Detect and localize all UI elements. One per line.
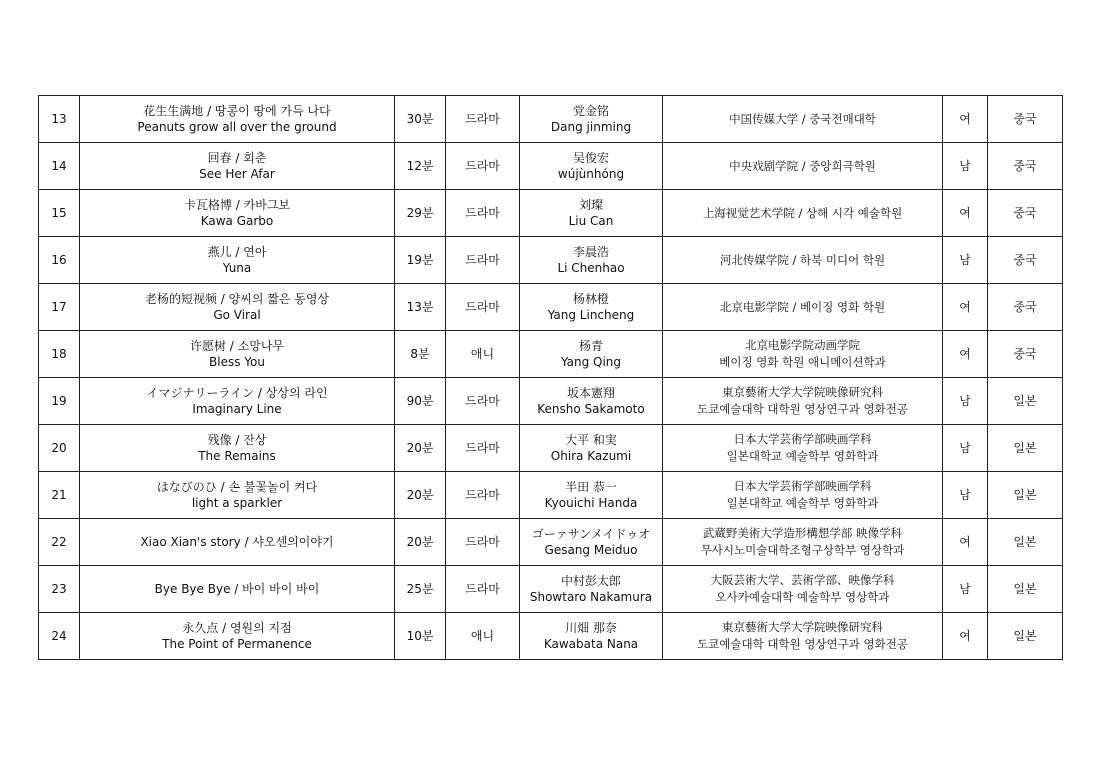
country-cell (988, 425, 1063, 472)
title-cell (80, 378, 395, 425)
school-cell-school-line1: 日本大学芸術学部映画学科 (733, 479, 872, 493)
row-number-cell-no: 13 (51, 112, 67, 126)
country-cell (988, 613, 1063, 660)
school-cell (663, 237, 943, 284)
duration-cell (395, 143, 446, 190)
row-number-cell-no: 18 (51, 347, 67, 361)
director-cell-director-roman: Ohira Kazumi (550, 449, 632, 463)
duration-cell-duration: 90분 (406, 394, 434, 408)
row-number-cell-no: 16 (51, 253, 67, 267)
director-cell-director-roman: wújùnhóng (557, 167, 625, 181)
row-number-cell-no: 15 (51, 206, 67, 220)
director-cell (520, 331, 663, 378)
genre-cell-genre: 드라마 (465, 488, 500, 502)
title-cell-title-line1: 许愿树 / 소망나무 (189, 339, 285, 353)
director-cell-director-native: 刘璨 (578, 198, 603, 212)
title-cell (80, 237, 395, 284)
gender-cell (943, 472, 988, 519)
gender-cell (943, 143, 988, 190)
title-cell (80, 284, 395, 331)
country-cell (988, 143, 1063, 190)
director-cell-director-roman: Li Chenhao (557, 261, 625, 275)
title-cell (80, 143, 395, 190)
row-number-cell-no: 20 (51, 441, 67, 455)
director-cell-director-native: 坂本憲翔 (566, 386, 615, 400)
school-cell-school-line2: 도쿄예술대학 대학원 영상연구과 영화전공 (697, 402, 908, 416)
gender-cell-gender: 여 (959, 535, 971, 549)
table-row (39, 331, 1063, 378)
duration-cell (395, 519, 446, 566)
gender-cell-gender: 여 (959, 347, 971, 361)
school-cell (663, 284, 943, 331)
country-cell (988, 472, 1063, 519)
director-cell-director-native: 党金铭 (572, 104, 609, 118)
school-cell (663, 190, 943, 237)
genre-cell-genre: 드라마 (465, 535, 500, 549)
title-cell-title-line2: Go Viral (213, 308, 261, 322)
gender-cell (943, 425, 988, 472)
gender-cell-gender: 여 (959, 300, 971, 314)
title-cell-title-line2: light a sparkler (191, 496, 283, 510)
school-cell-school-line2: 일본대학교 예술학부 영화학과 (726, 496, 879, 510)
duration-cell-duration: 10분 (406, 629, 434, 643)
school-cell (663, 613, 943, 660)
director-cell-director-roman: Gesang Meiduo (544, 543, 638, 557)
row-number-cell-no: 22 (51, 535, 67, 549)
director-cell (520, 378, 663, 425)
director-cell-director-roman: Kawabata Nana (543, 637, 639, 651)
country-cell-country: 중국 (1013, 206, 1037, 220)
school-cell (663, 519, 943, 566)
genre-cell-genre: 애니 (470, 629, 495, 643)
duration-cell (395, 566, 446, 613)
table-row (39, 378, 1063, 425)
row-number-cell (39, 143, 80, 190)
genre-cell (446, 378, 520, 425)
row-number-cell (39, 566, 80, 613)
title-cell-title-line2: Imaginary Line (192, 402, 282, 416)
row-number-cell-no: 23 (51, 582, 67, 596)
duration-cell-duration: 20분 (406, 488, 434, 502)
gender-cell-gender: 남 (959, 441, 971, 455)
row-number-cell (39, 378, 80, 425)
country-cell-country: 일본 (1013, 582, 1037, 596)
duration-cell (395, 425, 446, 472)
school-cell-school-line1: 日本大学芸術学部映画学科 (733, 432, 872, 446)
gender-cell-gender: 남 (959, 394, 971, 408)
genre-cell-genre: 드라마 (465, 253, 500, 267)
school-cell (663, 566, 943, 613)
title-cell-title-line1: 老杨的短视频 / 양씨의 짧은 동영상 (144, 292, 330, 306)
school-cell (663, 96, 943, 143)
title-cell-title-line2: Peanuts grow all over the ground (137, 120, 337, 134)
school-cell-school-line1: 上海视觉艺术学院 / 상해 시각 예술학원 (702, 205, 903, 220)
country-cell (988, 566, 1063, 613)
country-cell (988, 237, 1063, 284)
genre-cell (446, 519, 520, 566)
title-cell (80, 566, 395, 613)
gender-cell-gender: 남 (959, 159, 971, 173)
gender-cell (943, 566, 988, 613)
director-cell-director-native: 杨林橙 (572, 292, 609, 306)
row-number-cell (39, 284, 80, 331)
duration-cell-duration: 20분 (406, 535, 434, 549)
title-cell (80, 96, 395, 143)
gender-cell-gender: 여 (959, 629, 971, 643)
school-cell-school-line1: 北京电影学院 / 베이징 영화 학원 (719, 299, 886, 314)
director-cell (520, 237, 663, 284)
row-number-cell (39, 237, 80, 284)
duration-cell-duration: 19분 (406, 253, 434, 267)
row-number-cell (39, 519, 80, 566)
gender-cell-gender: 남 (959, 253, 971, 267)
school-cell-school-line2: 베이징 영화 학원 애니메이션학과 (719, 355, 886, 369)
genre-cell-genre: 드라마 (465, 112, 500, 126)
duration-cell (395, 284, 446, 331)
gender-cell (943, 237, 988, 284)
school-cell-school-line1: 東京藝術大学大学院映像研究科 (722, 620, 883, 634)
row-number-cell-no: 17 (51, 300, 67, 314)
genre-cell (446, 472, 520, 519)
title-cell-title-line1: 燕儿 / 연아 (207, 245, 267, 259)
director-cell-director-roman: Kyouichi Handa (544, 496, 638, 510)
gender-cell (943, 519, 988, 566)
title-cell-title-line1: Xiao Xian's story / 샤오센의이야기 (140, 535, 334, 549)
director-cell-director-native: 半田 恭一 (565, 480, 617, 494)
row-number-cell (39, 472, 80, 519)
gender-cell (943, 378, 988, 425)
school-cell-school-line2: 무사시노미술대학조형구상학부 영상학과 (700, 543, 905, 557)
director-cell (520, 519, 663, 566)
duration-cell (395, 237, 446, 284)
genre-cell-genre: 드라마 (465, 582, 500, 596)
director-cell (520, 190, 663, 237)
school-cell-school-line1: 中国传媒大学 / 중국전매대학 (729, 111, 876, 126)
country-cell (988, 96, 1063, 143)
gender-cell (943, 331, 988, 378)
genre-cell (446, 566, 520, 613)
title-cell-title-line2: Bless You (209, 355, 265, 369)
school-cell (663, 425, 943, 472)
film-list-table (38, 95, 1063, 660)
row-number-cell-no: 19 (51, 394, 67, 408)
country-cell-country: 중국 (1013, 253, 1037, 267)
school-cell-school-line1: 大阪芸術大学、芸術学部、映像学科 (710, 573, 895, 587)
country-cell-country: 일본 (1013, 394, 1037, 408)
school-cell-school-line2: 도쿄예술대학 대학원 영상연구과 영화전공 (697, 637, 908, 651)
genre-cell (446, 237, 520, 284)
country-cell-country: 중국 (1013, 112, 1037, 126)
country-cell (988, 519, 1063, 566)
duration-cell-duration: 12분 (406, 159, 434, 173)
title-cell (80, 472, 395, 519)
table-row (39, 613, 1063, 660)
country-cell-country: 일본 (1013, 441, 1037, 455)
row-number-cell-no: 24 (51, 629, 67, 643)
country-cell-country: 일본 (1013, 629, 1037, 643)
school-cell (663, 378, 943, 425)
title-cell-title-line1: Bye Bye Bye / 바이 바이 바이 (154, 582, 320, 596)
director-cell-director-native: 李晨浩 (572, 245, 609, 259)
genre-cell-genre: 드라마 (465, 300, 500, 314)
duration-cell (395, 472, 446, 519)
director-cell (520, 472, 663, 519)
row-number-cell (39, 331, 80, 378)
duration-cell-duration: 29분 (406, 206, 434, 220)
genre-cell (446, 284, 520, 331)
director-cell (520, 425, 663, 472)
title-cell-title-line1: 永久点 / 영원의 지점 (182, 621, 292, 635)
gender-cell (943, 613, 988, 660)
director-cell (520, 96, 663, 143)
school-cell-school-line1: 中央戏剧学院 / 중앙희극학원 (729, 158, 876, 173)
duration-cell-duration: 8분 (410, 347, 430, 361)
country-cell-country: 일본 (1013, 488, 1037, 502)
school-cell-school-line1: 河北传媒学院 / 하북 미디어 학원 (719, 252, 886, 267)
table-row (39, 472, 1063, 519)
school-cell-school-line1: 武蔵野美術大学造形構想学部 映像学科 (702, 526, 903, 540)
title-cell-title-line2: The Remains (198, 449, 276, 463)
duration-cell-duration: 20분 (406, 441, 434, 455)
genre-cell-genre: 드라마 (465, 159, 500, 173)
genre-cell (446, 96, 520, 143)
title-cell (80, 613, 395, 660)
director-cell (520, 143, 663, 190)
row-number-cell (39, 96, 80, 143)
country-cell-country: 중국 (1013, 300, 1037, 314)
table-row (39, 519, 1063, 566)
director-cell-director-roman: Yang Qing (560, 355, 622, 369)
director-cell (520, 284, 663, 331)
school-cell-school-line2: 일본대학교 예술학부 영화학과 (726, 449, 879, 463)
school-cell (663, 331, 943, 378)
gender-cell-gender: 여 (959, 206, 971, 220)
title-cell (80, 190, 395, 237)
title-cell-title-line1: はなびのひ / 손 불꽃놀이 켜다 (156, 480, 318, 494)
country-cell-country: 일본 (1013, 535, 1037, 549)
title-cell-title-line2: The Point of Permanence (162, 637, 312, 651)
school-cell (663, 472, 943, 519)
title-cell (80, 519, 395, 566)
director-cell-director-native: 大平 和実 (565, 433, 617, 447)
title-cell-title-line2: Yuna (222, 261, 252, 275)
gender-cell (943, 96, 988, 143)
director-cell-director-native: 川畑 那奈 (565, 621, 617, 635)
director-cell-director-roman: Liu Can (568, 214, 614, 228)
title-cell-title-line2: See Her Afar (199, 167, 275, 181)
director-cell (520, 613, 663, 660)
school-cell-school-line2: 오사카예술대학 예술학부 영상학과 (715, 590, 890, 604)
director-cell-director-roman: Yang Lincheng (547, 308, 635, 322)
genre-cell (446, 425, 520, 472)
director-cell-director-roman: Dang jinming (550, 120, 632, 134)
duration-cell (395, 378, 446, 425)
gender-cell-gender: 여 (959, 112, 971, 126)
genre-cell-genre: 드라마 (465, 441, 500, 455)
director-cell-director-roman: Showtaro Nakamura (529, 590, 653, 604)
country-cell-country: 중국 (1013, 159, 1037, 173)
title-cell-title-line1: 花生生满地 / 땅콩이 땅에 가득 나다 (143, 104, 331, 118)
table-row (39, 190, 1063, 237)
genre-cell (446, 143, 520, 190)
gender-cell-gender: 남 (959, 488, 971, 502)
table-body (39, 96, 1063, 660)
genre-cell-genre: 드라마 (465, 394, 500, 408)
country-cell (988, 190, 1063, 237)
director-cell-director-native: 杨青 (578, 339, 603, 353)
title-cell (80, 425, 395, 472)
table-row (39, 143, 1063, 190)
country-cell-country: 중국 (1013, 347, 1037, 361)
table-row (39, 566, 1063, 613)
country-cell (988, 331, 1063, 378)
school-cell-school-line1: 北京电影学院动画学院 (745, 338, 860, 352)
row-number-cell-no: 14 (51, 159, 67, 173)
row-number-cell (39, 613, 80, 660)
director-cell (520, 566, 663, 613)
title-cell (80, 331, 395, 378)
director-cell-director-native: ゴーァサンメイドゥオ (531, 527, 651, 541)
table-row (39, 284, 1063, 331)
title-cell-title-line2: Kawa Garbo (200, 214, 274, 228)
title-cell-title-line1: 回春 / 회춘 (207, 151, 267, 165)
row-number-cell (39, 190, 80, 237)
table-row (39, 237, 1063, 284)
duration-cell (395, 96, 446, 143)
table-row (39, 96, 1063, 143)
duration-cell-duration: 25분 (406, 582, 434, 596)
duration-cell (395, 613, 446, 660)
genre-cell-genre: 드라마 (465, 206, 500, 220)
country-cell (988, 284, 1063, 331)
country-cell (988, 378, 1063, 425)
gender-cell (943, 190, 988, 237)
director-cell-director-native: 吴俊宏 (572, 151, 609, 165)
genre-cell (446, 190, 520, 237)
row-number-cell-no: 21 (51, 488, 67, 502)
duration-cell (395, 331, 446, 378)
title-cell-title-line1: イマジナリーライン / 상상의 라인 (146, 386, 328, 400)
title-cell-title-line1: 卡瓦格博 / 카바그보 (183, 198, 291, 212)
duration-cell-duration: 30분 (406, 112, 434, 126)
director-cell-director-roman: Kensho Sakamoto (537, 402, 645, 416)
duration-cell-duration: 13분 (406, 300, 434, 314)
gender-cell (943, 284, 988, 331)
gender-cell-gender: 남 (959, 582, 971, 596)
table-row (39, 425, 1063, 472)
school-cell (663, 143, 943, 190)
row-number-cell (39, 425, 80, 472)
title-cell-title-line1: 残像 / 잔상 (207, 433, 267, 447)
genre-cell (446, 331, 520, 378)
genre-cell-genre: 애니 (470, 347, 495, 361)
school-cell-school-line1: 東京藝術大学大学院映像研究科 (722, 385, 883, 399)
duration-cell (395, 190, 446, 237)
director-cell-director-native: 中村彭太郎 (560, 574, 621, 588)
genre-cell (446, 613, 520, 660)
